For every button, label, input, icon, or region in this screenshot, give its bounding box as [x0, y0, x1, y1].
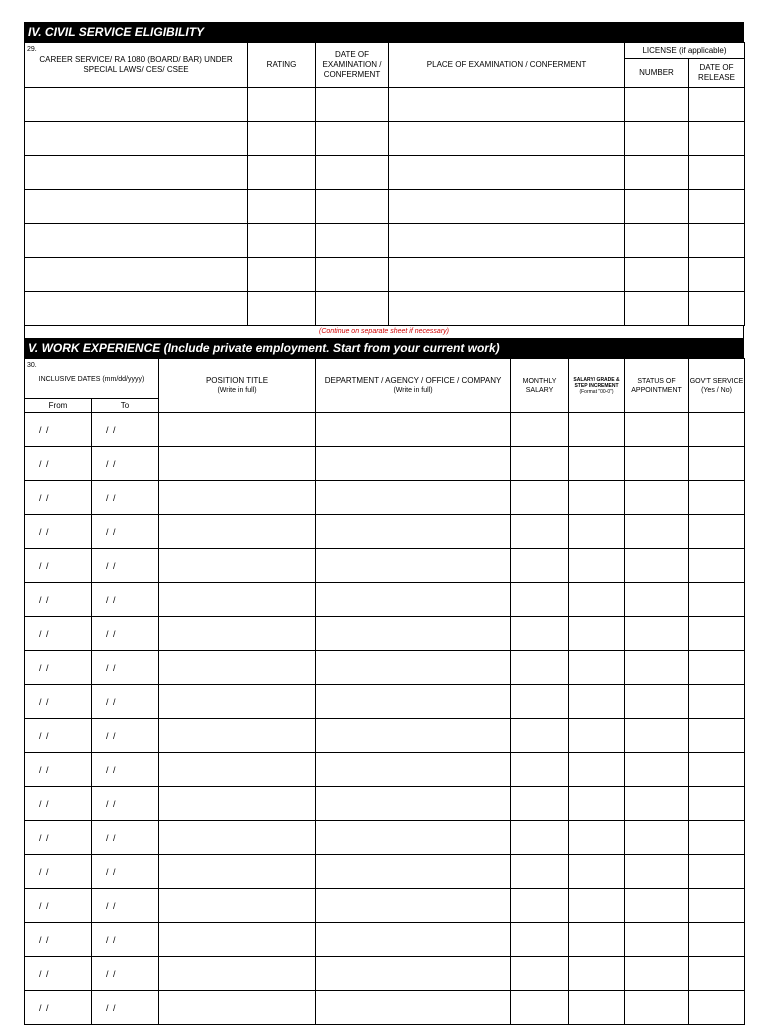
grade-cell[interactable]	[569, 481, 625, 515]
department-cell[interactable]	[316, 787, 511, 821]
eligibility-rating-cell[interactable]	[248, 190, 316, 224]
work-experience-row	[25, 753, 745, 787]
eligibility-row	[25, 292, 745, 326]
eligibility-row	[25, 88, 745, 122]
eligibility-rating-cell[interactable]	[248, 224, 316, 258]
govt-service-cell[interactable]	[689, 515, 745, 549]
eligibility-career-cell[interactable]	[25, 88, 248, 122]
eligibility-date-cell[interactable]	[316, 190, 389, 224]
department-label: DEPARTMENT / AGENCY / OFFICE / COMPANY	[324, 376, 502, 385]
salary-cell[interactable]	[511, 923, 569, 957]
from-date-cell[interactable]: / /	[25, 923, 92, 957]
item-number: 29.	[27, 46, 37, 53]
govt-service-cell[interactable]	[689, 583, 745, 617]
status-cell[interactable]	[625, 515, 689, 549]
department-cell[interactable]	[316, 957, 511, 991]
department-cell[interactable]	[316, 991, 511, 1025]
work-experience-row	[25, 515, 745, 549]
salary-cell[interactable]	[511, 515, 569, 549]
salary-cell[interactable]	[511, 481, 569, 515]
work-experience-row	[25, 413, 745, 447]
department-cell[interactable]	[316, 481, 511, 515]
to-date-cell[interactable]: / /	[92, 549, 159, 583]
position-cell[interactable]	[159, 957, 316, 991]
exam-place-col-header: PLACE OF EXAMINATION / CONFERMENT	[389, 43, 625, 88]
department-cell[interactable]	[316, 413, 511, 447]
govt-service-cell[interactable]	[689, 447, 745, 481]
to-date-cell[interactable]: / /	[92, 753, 159, 787]
work-experience-row	[25, 549, 745, 583]
license-number-cell[interactable]	[625, 88, 689, 122]
status-cell[interactable]	[625, 685, 689, 719]
inclusive-dates-label: INCLUSIVE DATES (mm/dd/yyyy)	[38, 375, 145, 383]
govt-service-col-header	[689, 359, 745, 413]
salary-col-header: MONTHLY SALARY	[511, 359, 569, 413]
salary-cell[interactable]	[511, 787, 569, 821]
from-date-cell[interactable]: / /	[25, 617, 92, 651]
department-cell[interactable]	[316, 685, 511, 719]
grade-cell[interactable]	[569, 549, 625, 583]
salary-cell[interactable]	[511, 617, 569, 651]
civil-service-table	[24, 42, 745, 326]
position-cell[interactable]	[159, 515, 316, 549]
govt-service-cell[interactable]	[689, 651, 745, 685]
govt-service-cell[interactable]	[689, 481, 745, 515]
salary-cell[interactable]	[511, 447, 569, 481]
govt-service-cell[interactable]	[689, 413, 745, 447]
work-experience-row	[25, 821, 745, 855]
work-experience-row	[25, 617, 745, 651]
govt-service-sublabel: (Yes / No)	[701, 386, 732, 394]
to-date-cell[interactable]: / /	[92, 583, 159, 617]
from-date-cell[interactable]: / /	[25, 957, 92, 991]
department-cell[interactable]	[316, 515, 511, 549]
department-sublabel: (Write in full)	[393, 387, 433, 394]
to-date-cell[interactable]: / /	[92, 855, 159, 889]
grade-cell[interactable]	[569, 447, 625, 481]
status-cell[interactable]	[625, 957, 689, 991]
position-cell[interactable]	[159, 719, 316, 753]
status-cell[interactable]	[625, 753, 689, 787]
license-number-cell[interactable]	[625, 224, 689, 258]
govt-service-cell[interactable]	[689, 889, 745, 923]
govt-service-cell[interactable]	[689, 719, 745, 753]
position-cell[interactable]	[159, 617, 316, 651]
work-experience-header: V. WORK EXPERIENCE (Include private employment. Start from your current work)	[24, 338, 744, 358]
salary-cell[interactable]	[511, 719, 569, 753]
to-date-cell[interactable]: / /	[92, 651, 159, 685]
grade-cell[interactable]	[569, 889, 625, 923]
license-number-col-header: NUMBER	[625, 59, 689, 88]
eligibility-place-cell[interactable]	[389, 224, 625, 258]
grade-sublabel: (Format "00-0")	[579, 388, 614, 395]
to-date-cell[interactable]: / /	[92, 617, 159, 651]
license-number-cell[interactable]	[625, 122, 689, 156]
license-release-cell[interactable]	[689, 88, 745, 122]
status-cell[interactable]	[625, 583, 689, 617]
rating-col-header: RATING	[248, 43, 316, 88]
position-cell[interactable]	[159, 753, 316, 787]
grade-cell[interactable]	[569, 991, 625, 1025]
license-release-cell[interactable]	[689, 190, 745, 224]
eligibility-place-cell[interactable]	[389, 258, 625, 292]
to-date-cell[interactable]: / /	[92, 957, 159, 991]
eligibility-date-cell[interactable]	[316, 88, 389, 122]
status-cell[interactable]	[625, 481, 689, 515]
salary-cell[interactable]	[511, 549, 569, 583]
work-experience-rows	[25, 413, 745, 1025]
eligibility-rating-cell[interactable]	[248, 122, 316, 156]
govt-service-cell[interactable]	[689, 549, 745, 583]
grade-cell[interactable]	[569, 787, 625, 821]
license-number-cell[interactable]	[625, 156, 689, 190]
license-release-cell[interactable]	[689, 156, 745, 190]
department-cell[interactable]	[316, 855, 511, 889]
status-cell[interactable]	[625, 719, 689, 753]
civil-service-rows	[25, 88, 745, 326]
department-cell[interactable]	[316, 889, 511, 923]
position-cell[interactable]	[159, 549, 316, 583]
license-release-cell[interactable]	[689, 224, 745, 258]
work-experience-row	[25, 923, 745, 957]
position-cell[interactable]	[159, 991, 316, 1025]
to-date-cell[interactable]: / /	[92, 719, 159, 753]
eligibility-career-cell[interactable]	[25, 156, 248, 190]
from-date-cell[interactable]: / /	[25, 481, 92, 515]
govt-service-cell[interactable]	[689, 787, 745, 821]
salary-cell[interactable]	[511, 957, 569, 991]
eligibility-place-cell[interactable]	[389, 88, 625, 122]
govt-service-cell[interactable]	[689, 923, 745, 957]
eligibility-row	[25, 156, 745, 190]
eligibility-rating-cell[interactable]	[248, 292, 316, 326]
eligibility-row	[25, 190, 745, 224]
position-cell[interactable]	[159, 685, 316, 719]
work-experience-row	[25, 787, 745, 821]
salary-cell[interactable]	[511, 651, 569, 685]
govt-service-cell[interactable]	[689, 821, 745, 855]
govt-service-cell[interactable]	[689, 855, 745, 889]
work-experience-row	[25, 991, 745, 1025]
department-col-header	[316, 359, 511, 413]
from-date-cell[interactable]: / /	[25, 787, 92, 821]
from-date-cell[interactable]: / /	[25, 447, 92, 481]
grade-cell[interactable]	[569, 855, 625, 889]
eligibility-career-cell[interactable]	[25, 292, 248, 326]
license-col-header: LICENSE (if applicable)	[625, 43, 745, 59]
license-number-cell[interactable]	[625, 258, 689, 292]
license-number-cell[interactable]	[625, 190, 689, 224]
to-date-cell[interactable]: / /	[92, 821, 159, 855]
from-date-cell[interactable]: / /	[25, 821, 92, 855]
status-cell[interactable]	[625, 821, 689, 855]
grade-cell[interactable]	[569, 821, 625, 855]
grade-cell[interactable]	[569, 923, 625, 957]
position-cell[interactable]	[159, 481, 316, 515]
salary-cell[interactable]	[511, 753, 569, 787]
salary-cell[interactable]	[511, 855, 569, 889]
work-experience-row	[25, 957, 745, 991]
from-date-cell[interactable]: / /	[25, 889, 92, 923]
work-experience-row	[25, 481, 745, 515]
career-service-col-header	[25, 43, 248, 88]
pds-form-page	[24, 22, 744, 1025]
status-cell[interactable]	[625, 991, 689, 1025]
grade-cell[interactable]	[569, 583, 625, 617]
govt-service-cell[interactable]	[689, 617, 745, 651]
govt-service-cell[interactable]	[689, 753, 745, 787]
license-release-cell[interactable]	[689, 292, 745, 326]
department-cell[interactable]	[316, 549, 511, 583]
eligibility-place-cell[interactable]	[389, 156, 625, 190]
eligibility-rating-cell[interactable]	[248, 88, 316, 122]
position-cell[interactable]	[159, 855, 316, 889]
work-experience-row	[25, 651, 745, 685]
govt-service-label: GOV'T SERVICE	[689, 377, 744, 385]
grade-cell[interactable]	[569, 617, 625, 651]
status-cell[interactable]	[625, 651, 689, 685]
work-experience-row	[25, 583, 745, 617]
status-cell[interactable]	[625, 787, 689, 821]
to-date-cell[interactable]: / /	[92, 787, 159, 821]
department-cell[interactable]	[316, 447, 511, 481]
position-col-header	[159, 359, 316, 413]
grade-cell[interactable]	[569, 651, 625, 685]
work-experience-row	[25, 855, 745, 889]
license-release-col-header: DATE OF RELEASE	[689, 59, 745, 88]
career-service-label: CAREER SERVICE/ RA 1080 (BOARD/ BAR) UNDER SPECIAL LAWS/ CES/ CSEE	[39, 55, 233, 74]
item-number: 30.	[27, 362, 37, 369]
status-cell[interactable]	[625, 855, 689, 889]
from-date-cell[interactable]: / /	[25, 651, 92, 685]
eligibility-rating-cell[interactable]	[248, 258, 316, 292]
from-col-header: From	[25, 399, 92, 413]
eligibility-rating-cell[interactable]	[248, 156, 316, 190]
grade-label: SALARY/ GRADE & STEP INCREMENT	[573, 376, 620, 389]
department-cell[interactable]	[316, 583, 511, 617]
salary-cell[interactable]	[511, 413, 569, 447]
status-cell[interactable]	[625, 447, 689, 481]
to-date-cell[interactable]: / /	[92, 515, 159, 549]
from-date-cell[interactable]: / /	[25, 719, 92, 753]
from-date-cell[interactable]: / /	[25, 855, 92, 889]
department-cell[interactable]	[316, 719, 511, 753]
eligibility-date-cell[interactable]	[316, 258, 389, 292]
position-cell[interactable]	[159, 889, 316, 923]
continue-note: (Continue on separate sheet if necessary)	[24, 326, 744, 338]
from-date-cell[interactable]: / /	[25, 413, 92, 447]
department-cell[interactable]	[316, 753, 511, 787]
position-cell[interactable]	[159, 821, 316, 855]
exam-date-col-header: DATE OF EXAMINATION / CONFERMENT	[316, 43, 389, 88]
position-label: POSITION TITLE	[205, 376, 269, 385]
to-date-cell[interactable]: / /	[92, 413, 159, 447]
salary-cell[interactable]	[511, 889, 569, 923]
eligibility-place-cell[interactable]	[389, 190, 625, 224]
work-experience-row	[25, 447, 745, 481]
eligibility-date-cell[interactable]	[316, 122, 389, 156]
salary-cell[interactable]	[511, 583, 569, 617]
grade-col-header	[569, 359, 625, 413]
govt-service-cell[interactable]	[689, 685, 745, 719]
salary-cell[interactable]	[511, 685, 569, 719]
position-cell[interactable]	[159, 923, 316, 957]
inclusive-dates-col-header	[25, 359, 159, 399]
to-date-cell[interactable]: / /	[92, 447, 159, 481]
to-date-cell[interactable]: / /	[92, 991, 159, 1025]
eligibility-date-cell[interactable]	[316, 292, 389, 326]
department-cell[interactable]	[316, 651, 511, 685]
to-date-cell[interactable]: / /	[92, 889, 159, 923]
eligibility-date-cell[interactable]	[316, 156, 389, 190]
eligibility-row	[25, 258, 745, 292]
eligibility-career-cell[interactable]	[25, 258, 248, 292]
position-cell[interactable]	[159, 651, 316, 685]
position-cell[interactable]	[159, 413, 316, 447]
position-cell[interactable]	[159, 583, 316, 617]
license-release-cell[interactable]	[689, 122, 745, 156]
status-cell[interactable]	[625, 923, 689, 957]
license-number-cell[interactable]	[625, 292, 689, 326]
from-date-cell[interactable]: / /	[25, 753, 92, 787]
salary-cell[interactable]	[511, 991, 569, 1025]
eligibility-row	[25, 224, 745, 258]
from-date-cell[interactable]: / /	[25, 515, 92, 549]
to-date-cell[interactable]: / /	[92, 481, 159, 515]
department-cell[interactable]	[316, 923, 511, 957]
grade-cell[interactable]	[569, 719, 625, 753]
status-cell[interactable]	[625, 413, 689, 447]
grade-cell[interactable]	[569, 515, 625, 549]
grade-cell[interactable]	[569, 685, 625, 719]
grade-cell[interactable]	[569, 957, 625, 991]
status-cell[interactable]	[625, 889, 689, 923]
work-experience-table	[24, 358, 745, 1025]
grade-cell[interactable]	[569, 413, 625, 447]
position-cell[interactable]	[159, 787, 316, 821]
civil-service-header: IV. CIVIL SERVICE ELIGIBILITY	[24, 22, 744, 42]
to-col-header: To	[92, 399, 159, 413]
department-cell[interactable]	[316, 617, 511, 651]
position-cell[interactable]	[159, 447, 316, 481]
department-cell[interactable]	[316, 821, 511, 855]
work-experience-row	[25, 719, 745, 753]
eligibility-career-cell[interactable]	[25, 224, 248, 258]
from-date-cell[interactable]: / /	[25, 583, 92, 617]
status-cell[interactable]	[625, 617, 689, 651]
eligibility-career-cell[interactable]	[25, 122, 248, 156]
to-date-cell[interactable]: / /	[92, 923, 159, 957]
status-col-header: STATUS OF APPOINTMENT	[625, 359, 689, 413]
from-date-cell[interactable]: / /	[25, 549, 92, 583]
eligibility-place-cell[interactable]	[389, 292, 625, 326]
work-experience-row	[25, 685, 745, 719]
govt-service-cell[interactable]	[689, 991, 745, 1025]
position-sublabel: (Write in full)	[217, 387, 257, 394]
work-experience-row	[25, 889, 745, 923]
from-date-cell[interactable]: / /	[25, 685, 92, 719]
salary-cell[interactable]	[511, 821, 569, 855]
eligibility-date-cell[interactable]	[316, 224, 389, 258]
status-cell[interactable]	[625, 549, 689, 583]
license-release-cell[interactable]	[689, 258, 745, 292]
to-date-cell[interactable]: / /	[92, 685, 159, 719]
from-date-cell[interactable]: / /	[25, 991, 92, 1025]
grade-cell[interactable]	[569, 753, 625, 787]
eligibility-place-cell[interactable]	[389, 122, 625, 156]
eligibility-row	[25, 122, 745, 156]
govt-service-cell[interactable]	[689, 957, 745, 991]
eligibility-career-cell[interactable]	[25, 190, 248, 224]
